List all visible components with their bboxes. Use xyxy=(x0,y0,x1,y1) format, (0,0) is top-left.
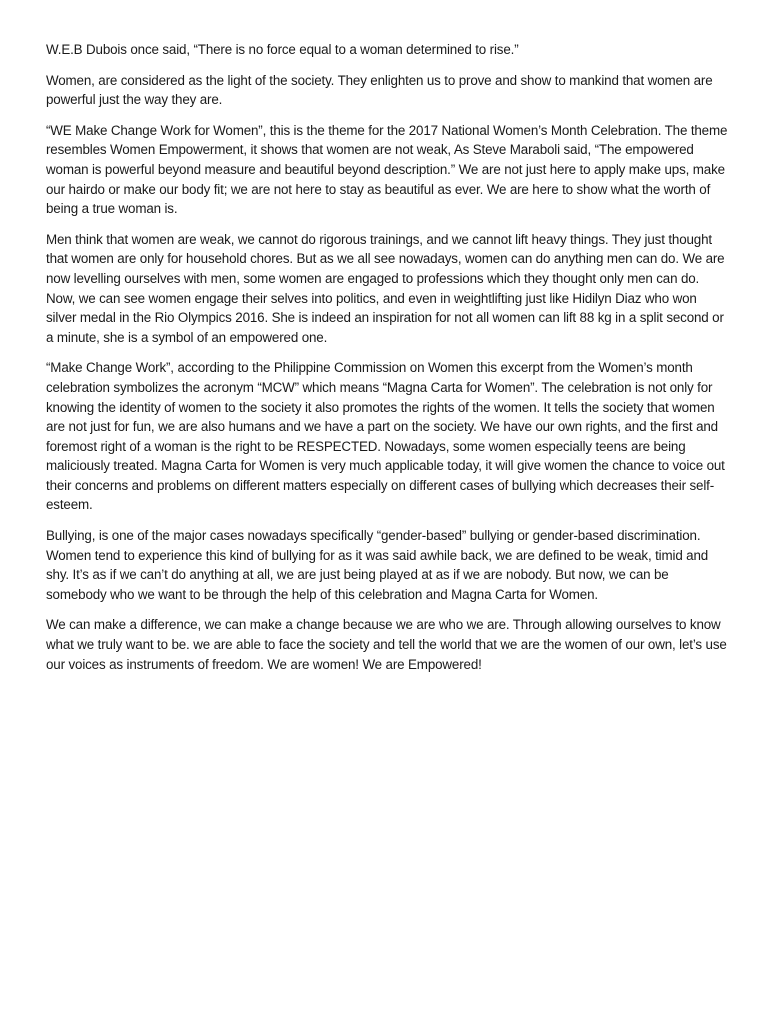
paragraph-make-change-work: “Make Change Work”, according to the Philippine Commission on Women this excerpt from the Women’s month celebration symbolizes the acronym “MCW” which means “Magna Carta for Women”. The celebration is not only for knowing the identity of women to the society it also promotes the rights of the women. It tells the society that women are not just for fun, we are also humans and we have a part on the society. We have our own rights, and the first and foremost right of a woman is the right to be RESPECTED. Nowadays, some women especially teens are being maliciously treated. Magna Carta for Women is very much applicable today, it will give women the chance to voice out their concerns and problems on different matters especially on different cases of bullying which decreases their self-esteem. xyxy=(46,360,725,513)
paragraph-quote: W.E.B Dubois once said, “There is no force equal to a woman determined to rise.” xyxy=(46,42,519,57)
paragraph-bullying: Bullying, is one of the major cases nowadays specifically “gender-based” bullying or gender-based discrimination. Women tend to experience this kind of bullying for as it was said awhile back, we are defined to be weak, timid and shy. It’s as if we can’t do anything at all, we are just being played at as if we are nobody. But now, we can be somebody who we want to be through the help of this celebration and Magna Carta for Women. xyxy=(46,528,709,602)
document-body xyxy=(46,40,728,685)
paragraph-theme: “WE Make Change Work for Women”, this is the theme for the 2017 National Women’s Month Celebration. The theme resembles Women Empowerment, it shows that women are not weak, As Steve Maraboli said, “The empowered woman is powerful beyond measure and beautiful beyond description.” We are not just here to apply make ups, make our hairdo or make our body fit; we are not here to stay as beautiful as ever. We are here to show what the worth of being a true woman is. xyxy=(46,122,728,217)
paragraph-conclusion: We can make a difference, we can make a change because we are who we are. Through allowing ourselves to know what we truly want to be. we are able to face the society and tell the world that we are the women of our own, let’s use our voices as instruments of freedom. We are women! We are Empowered! xyxy=(46,617,727,672)
paragraph-light-of-society: Women, are considered as the light of the society. They enlighten us to prove and show to mankind that women are powerful just the way they are. xyxy=(46,72,713,108)
paragraph-men-think: Men think that women are weak, we cannot do rigorous trainings, and we cannot lift heavy things. They just thought that women are only for household chores. But as we all see nowadays, women can do anything men can do. We are now levelling ourselves with men, some women are engaged to professions which they thought only men can do. Now, we can see women engage their selves into politics, and even in weightlifting just like Hidilyn Diaz who won silver medal in the Rio Olympics 2016. She is indeed an inspiration for not all women can lift 88 kg in a split second or a minute, she is a symbol of an empowered one. xyxy=(46,231,725,345)
